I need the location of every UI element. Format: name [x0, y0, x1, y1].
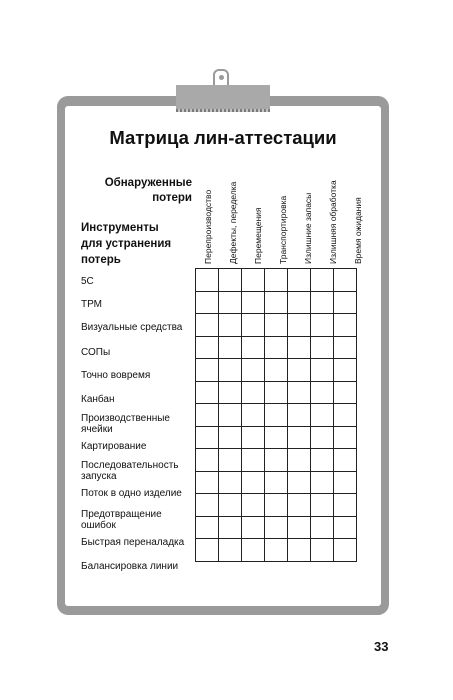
grid-cell[interactable] — [242, 291, 265, 314]
grid-cell[interactable] — [219, 494, 242, 517]
grid-cell[interactable] — [196, 471, 219, 494]
grid-cell[interactable] — [288, 269, 311, 292]
grid-cell[interactable] — [311, 381, 334, 404]
grid-cell[interactable] — [196, 426, 219, 449]
grid-row — [196, 516, 357, 539]
grid-cell[interactable] — [242, 516, 265, 539]
grid-cell[interactable] — [288, 291, 311, 314]
matrix-title: Матрица лин-аттестации — [109, 127, 337, 148]
losses-header-label — [72, 176, 192, 206]
grid-row — [196, 494, 357, 517]
grid-row — [196, 314, 357, 337]
grid-cell[interactable] — [265, 291, 288, 314]
grid-cell[interactable] — [219, 426, 242, 449]
grid-cell[interactable] — [265, 516, 288, 539]
grid-cell[interactable] — [242, 359, 265, 382]
grid-cell[interactable] — [334, 426, 357, 449]
grid-cell[interactable] — [242, 336, 265, 359]
grid-row — [196, 539, 357, 562]
grid-row — [196, 471, 357, 494]
grid-cell[interactable] — [219, 359, 242, 382]
grid-row — [196, 449, 357, 472]
grid-cell[interactable] — [265, 426, 288, 449]
column-header-label: Излишние запасы — [303, 192, 313, 264]
row-label: СОПы — [81, 347, 111, 358]
grid-cell[interactable] — [311, 426, 334, 449]
grid-cell[interactable] — [219, 516, 242, 539]
grid-row — [196, 426, 357, 449]
grid-cell[interactable] — [334, 449, 357, 472]
grid-cell[interactable] — [219, 336, 242, 359]
grid-cell[interactable] — [265, 359, 288, 382]
grid-cell[interactable] — [265, 381, 288, 404]
grid-cell[interactable] — [288, 516, 311, 539]
row-label: Визуальные средства — [81, 322, 183, 333]
grid-cell[interactable] — [265, 449, 288, 472]
grid-cell[interactable] — [288, 381, 311, 404]
grid-cell[interactable] — [265, 336, 288, 359]
column-header-label: Перепроизводство — [203, 189, 213, 264]
grid-cell[interactable] — [219, 471, 242, 494]
row-label: Быстрая переналадка — [81, 537, 185, 548]
grid-cell[interactable] — [242, 449, 265, 472]
grid-cell[interactable] — [288, 359, 311, 382]
column-header-label: Перемещения — [253, 207, 263, 264]
grid-cell[interactable] — [242, 314, 265, 337]
grid-cell[interactable] — [288, 449, 311, 472]
grid-cell[interactable] — [265, 471, 288, 494]
grid-cell[interactable] — [196, 381, 219, 404]
grid-row — [196, 269, 357, 292]
grid-cell[interactable] — [334, 404, 357, 427]
grid-cell[interactable] — [196, 494, 219, 517]
grid-cell[interactable] — [334, 539, 357, 562]
grid-cell[interactable] — [196, 291, 219, 314]
grid-cell[interactable] — [196, 269, 219, 292]
grid-cell[interactable] — [288, 494, 311, 517]
attestation-grid — [195, 268, 357, 562]
grid-cell[interactable] — [334, 471, 357, 494]
grid-cell[interactable] — [242, 404, 265, 427]
column-header-label: Дефекты, переделка — [228, 181, 238, 264]
grid-cell[interactable] — [219, 314, 242, 337]
grid-cell[interactable] — [242, 269, 265, 292]
grid-cell[interactable] — [219, 269, 242, 292]
grid-cell[interactable] — [311, 516, 334, 539]
losses-label-line: Обнаруженные — [104, 177, 192, 189]
row-label: Производственные ячейки — [81, 413, 170, 435]
row-label: Предотвращение ошибок — [81, 509, 162, 531]
grid-cell[interactable] — [311, 269, 334, 292]
grid-cell[interactable] — [219, 539, 242, 562]
grid-cell[interactable] — [219, 449, 242, 472]
column-header-label: Излишняя обработка — [328, 180, 338, 264]
grid-cell[interactable] — [311, 291, 334, 314]
grid-cell[interactable] — [334, 314, 357, 337]
grid-cell[interactable] — [334, 359, 357, 382]
grid-cell[interactable] — [196, 404, 219, 427]
row-label: Канбан — [81, 394, 115, 405]
grid-cell[interactable] — [265, 404, 288, 427]
row-label: 5С — [81, 276, 94, 287]
grid-cell[interactable] — [288, 404, 311, 427]
tools-label-line: потерь — [81, 254, 121, 266]
grid-row — [196, 336, 357, 359]
tools-label-line: Инструменты — [81, 222, 159, 234]
grid-cell[interactable] — [311, 359, 334, 382]
grid-cell[interactable] — [311, 471, 334, 494]
grid-cell[interactable] — [288, 314, 311, 337]
grid-cell[interactable] — [334, 494, 357, 517]
grid-cell[interactable] — [311, 314, 334, 337]
grid-cell[interactable] — [196, 449, 219, 472]
grid-cell[interactable] — [334, 336, 357, 359]
grid-cell[interactable] — [196, 359, 219, 382]
page-number: 33 — [374, 639, 389, 654]
grid-cell[interactable] — [242, 494, 265, 517]
grid-cell[interactable] — [196, 516, 219, 539]
grid-cell[interactable] — [288, 336, 311, 359]
grid-cell[interactable] — [196, 539, 219, 562]
grid-cell[interactable] — [288, 426, 311, 449]
grid-row — [196, 381, 357, 404]
clipboard-clip-icon — [176, 85, 270, 112]
losses-label-line: потери — [152, 192, 192, 204]
grid-row — [196, 404, 357, 427]
grid-cell[interactable] — [219, 381, 242, 404]
grid-cell[interactable] — [265, 494, 288, 517]
tools-label-line: для устранения — [81, 238, 172, 250]
row-label: Последовательность запуска — [81, 460, 179, 482]
grid-cell[interactable] — [334, 381, 357, 404]
grid-cell[interactable] — [242, 539, 265, 562]
row-label: ТРМ — [81, 299, 102, 310]
row-label: Точно вовремя — [81, 370, 151, 381]
grid-cell[interactable] — [311, 449, 334, 472]
tools-header-label — [81, 220, 191, 268]
grid-cell[interactable] — [334, 516, 357, 539]
grid-cell[interactable] — [196, 336, 219, 359]
grid-row — [196, 359, 357, 382]
grid-cell[interactable] — [196, 314, 219, 337]
grid-cell[interactable] — [265, 269, 288, 292]
grid-cell[interactable] — [288, 539, 311, 562]
grid-cell[interactable] — [219, 404, 242, 427]
grid-cell[interactable] — [334, 269, 357, 292]
grid-cell[interactable] — [242, 471, 265, 494]
column-header-label: Транспортировка — [278, 195, 288, 264]
grid-cell[interactable] — [288, 471, 311, 494]
row-label: Поток в одно изделие — [81, 488, 182, 499]
grid-cell[interactable] — [311, 336, 334, 359]
grid-row — [196, 291, 357, 314]
grid-cell[interactable] — [242, 381, 265, 404]
column-header-label: Время ожидания — [353, 197, 363, 264]
row-label: Балансировка линии — [81, 561, 179, 572]
row-label: Картирование — [81, 441, 147, 452]
grid-cell[interactable] — [334, 291, 357, 314]
grid-cell[interactable] — [265, 314, 288, 337]
grid-cell[interactable] — [311, 404, 334, 427]
grid-cell[interactable] — [242, 426, 265, 449]
grid-cell[interactable] — [311, 494, 334, 517]
grid-cell[interactable] — [219, 291, 242, 314]
grid-cell[interactable] — [265, 539, 288, 562]
grid-cell[interactable] — [311, 539, 334, 562]
